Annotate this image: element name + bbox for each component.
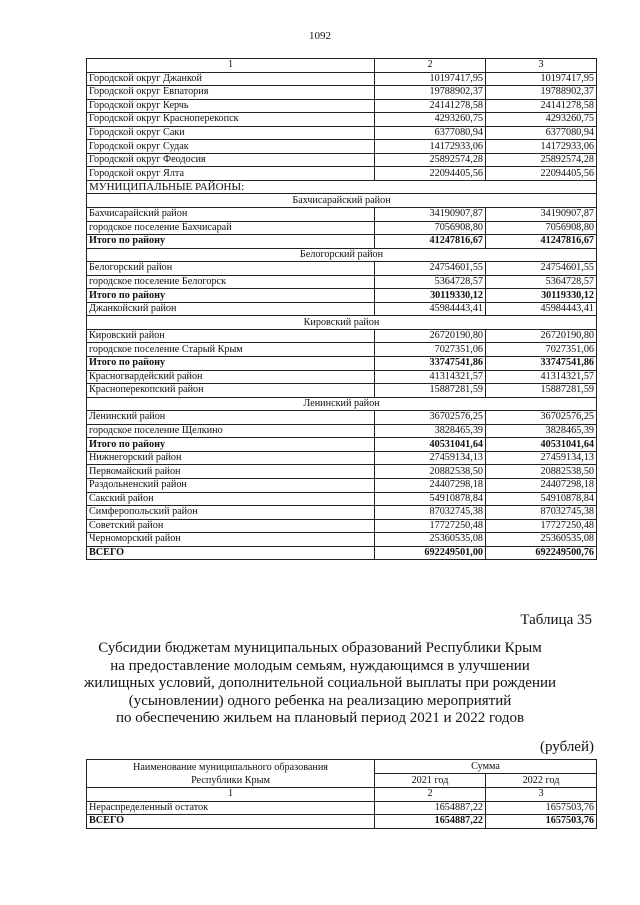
table-row [87,221,597,235]
sum-column-header: Сумма [375,760,597,774]
amount-2021: 1654887,22 [375,815,486,829]
total-row [87,438,597,452]
section-title: Белогорский район [87,248,597,262]
table-row [87,86,597,100]
amount-2021: 7027351,06 [375,343,486,357]
table-title [80,640,560,728]
column-number: 3 [486,788,597,802]
amount-2021: 26720190,80 [375,329,486,343]
district-section-row [87,194,597,208]
table-row [87,519,597,533]
amount-2022: 41314321,57 [486,370,597,384]
table-row [87,262,597,276]
amount-2022: 36702576,25 [486,411,597,425]
title-line: на предоставление молодым семьям, нуждающимся в улучшении [110,657,530,674]
municipality-name: Кировский район [87,329,375,343]
table-row [87,153,597,167]
amount-2021: 7056908,80 [375,221,486,235]
amount-2021: 25360535,08 [375,533,486,547]
amount-2021: 692249501,00 [375,546,486,560]
amount-2022: 692249500,76 [486,546,597,560]
table-row [87,99,597,113]
page-number: 1092 [309,30,331,42]
amount-2022: 10197417,95 [486,72,597,86]
amount-2022: 26720190,80 [486,329,597,343]
section-title: Бахчисарайский район [87,194,597,208]
header-line: Наименование муниципального образования [132,761,328,773]
amount-2022: 24754601,55 [486,262,597,276]
subsidy-table-continued [86,58,597,560]
amount-2021: 10197417,95 [375,72,486,86]
amount-2022: 27459134,13 [486,451,597,465]
table-row [87,506,597,520]
amount-2021: 33747541,86 [375,357,486,371]
year-2022-header: 2022 год [486,774,597,788]
amount-2021: 87032745,38 [375,506,486,520]
municipal-districts-row [87,180,597,194]
table-row [87,167,597,181]
municipality-name: Городской округ Джанкой [87,72,375,86]
section-title: Ленинский район [87,397,597,411]
municipality-name: Красноперекопский район [87,384,375,398]
municipality-name: Бахчисарайский район [87,208,375,222]
section-title: Кировский район [87,316,597,330]
table-row [87,533,597,547]
table-row [87,275,597,289]
table-row [87,343,597,357]
amount-2022: 20882538,50 [486,465,597,479]
amount-2022: 33747541,86 [486,357,597,371]
total-row [87,357,597,371]
amount-2022: 41247816,67 [486,235,597,249]
municipality-name: ВСЕГО [87,546,375,560]
district-section-row [87,316,597,330]
table-row [87,113,597,127]
municipality-name: Городской округ Судак [87,140,375,154]
amount-2021: 40531041,64 [375,438,486,452]
title-line: Субсидии бюджетам муниципальных образований Республики Крым [98,640,542,656]
amount-2021: 25892574,28 [375,153,486,167]
municipality-name: Итого по району [87,438,375,452]
amount-2021: 41247816,67 [375,235,486,249]
municipality-name: городское поселение Белогорск [87,275,375,289]
amount-2022: 24407298,18 [486,478,597,492]
title-line: по обеспечению жильем на плановый период 2021 и 2022 годов [115,710,525,726]
table-row [87,384,597,398]
header-line: Республики Крым [191,774,270,786]
amount-2022: 7056908,80 [486,221,597,235]
amount-2022: 30119330,12 [486,289,597,303]
amount-2021: 19788902,37 [375,86,486,100]
column-number: 3 [486,59,597,73]
amount-2022: 54910878,84 [486,492,597,506]
amount-2021: 6377080,94 [375,126,486,140]
amount-2022: 4293260,75 [486,113,597,127]
table-row [87,801,597,815]
table-row [87,302,597,316]
amount-2022: 45984443,41 [486,302,597,316]
total-row [87,546,597,560]
municipality-name: Городской округ Керчь [87,99,375,113]
table-row [87,329,597,343]
municipality-name: Городской округ Саки [87,126,375,140]
amount-2022: 19788902,37 [486,86,597,100]
amount-2021: 15887281,59 [375,384,486,398]
amount-2022: 7027351,06 [486,343,597,357]
header-row [87,760,597,774]
amount-2021: 5364728,57 [375,275,486,289]
amount-2021: 17727250,48 [375,519,486,533]
amount-2021: 54910878,84 [375,492,486,506]
amount-2021: 24754601,55 [375,262,486,276]
municipality-name: Итого по району [87,357,375,371]
year-2021-header: 2021 год [375,774,486,788]
amount-2022: 6377080,94 [486,126,597,140]
title-line: жилищных условий, дополнительной социальной выплаты при рождении [83,675,557,691]
municipality-name: ВСЕГО [87,815,375,829]
amount-2022: 5364728,57 [486,275,597,289]
amount-2022: 25360535,08 [486,533,597,547]
amount-2021: 24141278,58 [375,99,486,113]
municipality-name: Сакский район [87,492,375,506]
municipality-name: Итого по району [87,289,375,303]
table-row [87,370,597,384]
table-row [87,126,597,140]
amount-2022: 14172933,06 [486,140,597,154]
amount-2022: 17727250,48 [486,519,597,533]
municipality-name: Красногвардейский район [87,370,375,384]
amount-2021: 24407298,18 [375,478,486,492]
table-number-row [87,788,597,802]
amount-2021: 14172933,06 [375,140,486,154]
amount-2021: 4293260,75 [375,113,486,127]
amount-2021: 30119330,12 [375,289,486,303]
amount-2021: 27459134,13 [375,451,486,465]
amount-2021: 3828465,39 [375,424,486,438]
municipality-name: Городской округ Ялта [87,167,375,181]
amount-2022: 40531041,64 [486,438,597,452]
amount-2022: 22094405,56 [486,167,597,181]
amount-2021: 22094405,56 [375,167,486,181]
municipality-name: Ленинский район [87,411,375,425]
table-number-row [87,59,597,73]
column-number: 2 [375,788,486,802]
table-row [87,72,597,86]
municipality-name: Джанкойский район [87,302,375,316]
municipality-name: Городской округ Феодосия [87,153,375,167]
amount-2022: 25892574,28 [486,153,597,167]
district-section-row [87,397,597,411]
table-row [87,424,597,438]
table-row [87,492,597,506]
amount-2021: 36702576,25 [375,411,486,425]
column-number: 1 [87,788,375,802]
amount-2021: 41314321,57 [375,370,486,384]
municipality-name: Городской округ Красноперекопск [87,113,375,127]
municipality-name: Первомайский район [87,465,375,479]
column-number: 1 [87,59,375,73]
municipality-name: Советский район [87,519,375,533]
municipality-name: Итого по району [87,235,375,249]
amount-2021: 1654887,22 [375,801,486,815]
municipality-name: городское поселение Старый Крым [87,343,375,357]
amount-2022: 3828465,39 [486,424,597,438]
amount-2021: 20882538,50 [375,465,486,479]
amount-2022: 24141278,58 [486,99,597,113]
amount-2022: 87032745,38 [486,506,597,520]
amount-2022: 1657503,76 [486,815,597,829]
total-row [87,815,597,829]
table-row [87,451,597,465]
municipality-name: Симферопольский район [87,506,375,520]
units-label: (рублей) [539,739,594,755]
amount-2021: 45984443,41 [375,302,486,316]
total-row [87,289,597,303]
table-row [87,140,597,154]
amount-2022: 34190907,87 [486,208,597,222]
table-row [87,465,597,479]
municipality-name: Раздольненский район [87,478,375,492]
municipality-name: Нераспределенный остаток [87,801,375,815]
municipality-name: городское поселение Щелкино [87,424,375,438]
municipality-name: Белогорский район [87,262,375,276]
municipal-districts-label: МУНИЦИПАЛЬНЫЕ РАЙОНЫ: [87,180,597,194]
title-line: (усыновлении) одного ребенка на реализацию мероприятий [128,692,512,709]
municipality-name: Черноморский район [87,533,375,547]
municipality-name: Нижнегорский район [87,451,375,465]
table-row [87,478,597,492]
column-number: 2 [375,59,486,73]
amount-2021: 34190907,87 [375,208,486,222]
table-label: Таблица 35 [520,612,592,628]
municipality-name: Городской округ Евпатория [87,86,375,100]
table-row [87,411,597,425]
district-section-row [87,248,597,262]
amount-2022: 1657503,76 [486,801,597,815]
municipality-column-header [87,760,375,788]
amount-2022: 15887281,59 [486,384,597,398]
total-row [87,235,597,249]
municipality-name: городское поселение Бахчисарай [87,221,375,235]
table-row [87,208,597,222]
subsidy-table-35 [86,759,597,829]
